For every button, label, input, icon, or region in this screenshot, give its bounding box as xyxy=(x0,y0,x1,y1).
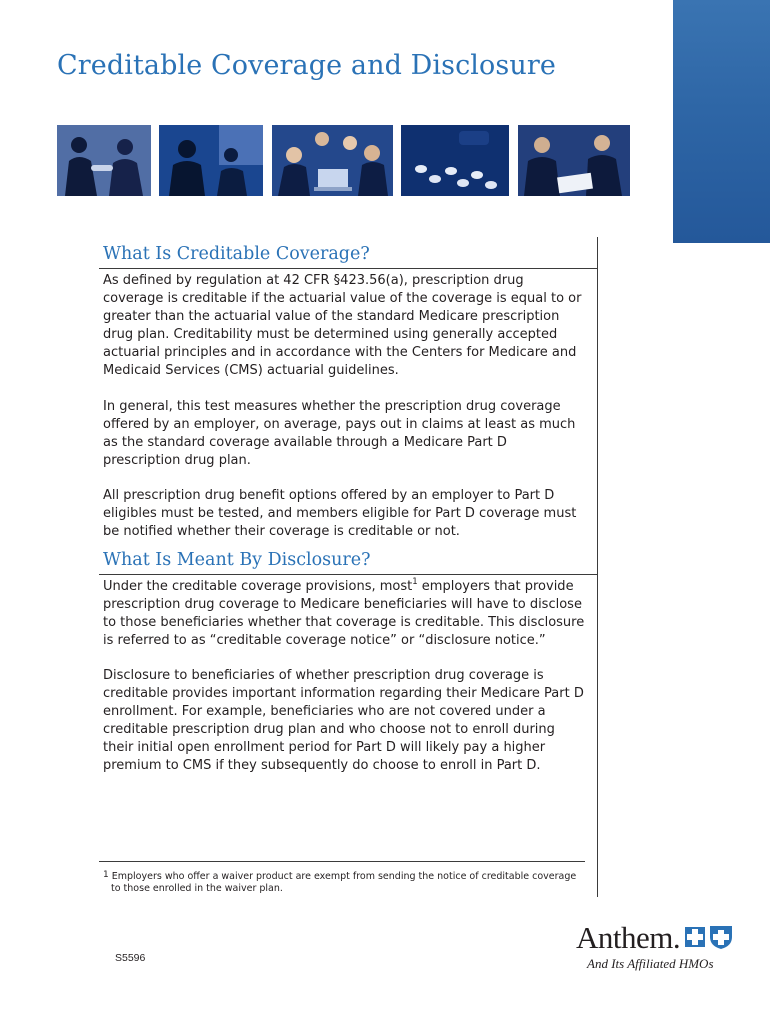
paragraph-testing-requirement: All prescription drug benefit options offered by an employer to Part D eligibles must be tested, and members eligible for Part D coverage must be notified whether their coverage is creditable or not. xyxy=(103,488,577,539)
paragraph-definition: As defined by regulation at 42 CFR §423.56(a), prescription drug coverage is creditable if the actuarial value of the coverage is equal to or greater than the actuarial value of the standard Medicare prescription drug plan. Creditability must be determined using generally accepted actuarial principles and in accordance with the Centers for Medicare and Medicaid Services (CMS) actuarial guidelines. xyxy=(103,273,582,378)
decorative-blue-bar xyxy=(673,0,770,243)
vertical-divider xyxy=(597,237,598,897)
photo-businessmen-handshake xyxy=(57,125,151,196)
blue-cross-blue-shield-icon xyxy=(684,924,734,950)
photo-silhouette-meeting xyxy=(159,125,263,196)
footnote-text: Employers who offer a waiver product are exempt from sending the notice of creditable coverage to those enrolled in the waiver plan. xyxy=(111,871,577,894)
photo-prescription-pills xyxy=(401,125,509,196)
footnote-reference: 1 xyxy=(412,576,418,587)
paragraph-text: employers that provide prescription drug coverage to Medicare beneficiaries will have to disclose to those beneficiaries whether that coverage is creditable. This disclosure is referred to as “creditable coverage notice” or “disclosure notice.” xyxy=(103,579,585,648)
photo-group-laptop xyxy=(272,125,393,196)
footnote xyxy=(103,871,581,895)
footnote-mark: 1 xyxy=(103,870,109,880)
paragraph-test-measure: In general, this test measures whether the prescription drug coverage offered by an employer, on average, pays out in claims at least as much as the standard coverage available through a Medicare Part D prescription drug plan. xyxy=(103,399,576,468)
paragraph-disclosure-provisions xyxy=(103,578,585,650)
logo-wordmark: Anthem. xyxy=(576,920,681,955)
section-divider xyxy=(99,268,598,269)
form-number: S5596 xyxy=(115,952,146,964)
section-heading-creditable-coverage: What Is Creditable Coverage? xyxy=(103,244,370,264)
logo-tagline: And Its Affiliated HMOs xyxy=(587,956,714,971)
section-divider xyxy=(99,574,598,575)
footnote-divider xyxy=(99,861,585,862)
paragraph-disclosure-importance: Disclosure to beneficiaries of whether prescription drug coverage is creditable provides important information regarding their Medicare Part D enrollment. For example, beneficiaries who are not covered under a creditable prescription drug plan and who choose not to enroll during their initial open enrollment period for Part D will likely pay a higher premium to CMS if they subsequently do choose to enroll in Part D. xyxy=(103,668,584,773)
page-title: Creditable Coverage and Disclosure xyxy=(57,50,556,81)
section-heading-disclosure: What Is Meant By Disclosure? xyxy=(103,550,371,570)
paragraph-text: Under the creditable coverage provisions, most xyxy=(103,579,413,594)
photo-documents-discussion xyxy=(518,125,630,196)
